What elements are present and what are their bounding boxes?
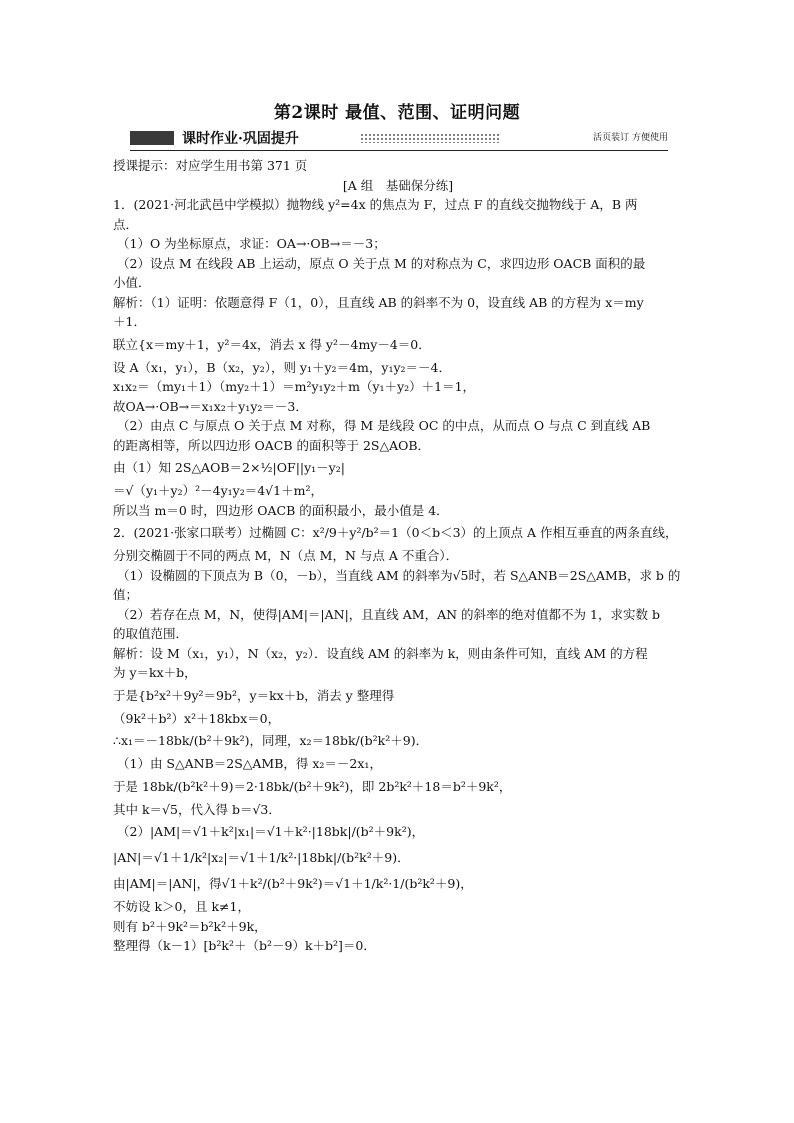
group-heading: [A 组 基础保分练] [342,177,454,193]
text-line: 故OA→·OB→＝x₁x₂＋y₁y₂＝－3． [113,398,308,414]
text-line: （1）由 S△ANB＝2S△AMB，得 x₂＝－2x₁， [117,756,382,771]
text-line: （2）由点 C 与原点 O 关于点 M 对称，得 M 是线段 OC 的中点，从而点 O 与点 C 到直线 AB [117,418,651,433]
text-line: 整理得（k－1）[b²k²＋（b²－9）k＋b²]＝0． [113,938,376,953]
text-line: （1）设椭圆的下顶点为 B（0，－b），当直线 AM 的斜率为√5时，若 S△ANB＝2S△AMB，求 b 的 [117,567,681,583]
text-line: 其中 k＝√5，代入得 b＝√3． [113,801,281,817]
text-line: 联立{x＝my＋1，y²＝4x，消去 x 得 y²－4my－4＝0． [113,336,431,352]
lesson-title: 第2课时 最值、范围、证明问题 [273,103,521,123]
banner-right-note: 活页装订 方便使用 [593,133,668,143]
text-line: 于是 18bk/(b²k²＋9)＝2·18bk/(b²＋9k²)，即 2b²k²＋18＝b²＋9k²， [113,778,512,794]
text-line: 则有 b²＋9k²＝b²k²＋9k， [113,918,267,934]
text-line: 于是{b²x²＋9y²＝9b²，y＝kx＋b，消去 y 整理得 [113,687,395,703]
text-line: ＋1． [113,314,146,329]
text-line: 1．(2021·河北武邑中学模拟）抛物线 y²=4x 的焦点为 F，过点 F 的直线交抛物线于 A，B 两 [113,197,638,212]
teaching-hint: 授课提示：对应学生用书第 371 页 [113,158,308,173]
text-line: 2．(2021·张家口联考）过椭圆 C：x²/9＋y²/b²＝1（0＜b＜3）的上顶点 A 作相互垂直的两条直线， [113,525,678,540]
text-line: （2）设点 M 在线段 AB 上运动，原点 O 关于点 M 的对称点为 C，求四边形 OACB 面积的最 [117,255,646,271]
text-line: 小值． [113,275,151,290]
text-line: 值； [113,587,139,602]
text-line: 为 y＝kx＋b， [113,665,197,680]
text-line: |AN|＝√1＋1/k²|x₂|＝√1＋1/k²·|18bk|/(b²k²＋9)． [113,850,410,865]
text-line: ∴x₁＝－18bk/(b²＋9k²)，同理，x₂＝18bk/(b²k²＋9)． [113,733,429,748]
text-line: （1）O 为坐标原点，求证：OA→·OB→＝－3； [117,236,386,251]
text-line: 的取值范围． [113,626,189,641]
banner-underline [130,150,668,151]
text-line: 由|AM|＝|AN|，得√1＋k²/(b²＋9k²)＝√1＋1/k²·1/(b²k²＋9)， [113,876,473,891]
text-line: 由（1）知 2S△AOB＝2×½|OF||y₁－y₂| [113,460,345,475]
banner-label: 课时作业·巩固提升 [182,131,299,147]
text-line: 不妨设 k＞0，且 k≠1， [113,899,250,914]
section-banner [130,128,668,150]
text-line: x₁x₂＝（my₁＋1）（my₂＋1）＝m²y₁y₂＋m（y₁＋y₂）＋1＝1， [113,379,476,394]
text-line: （2）若存在点 M，N，使得|AM|＝|AN|，且直线 AM，AN 的斜率的绝对值都不为 1，求实数 b [117,606,660,622]
text-line: （9k²＋b²）x²＋18kbx＝0， [113,710,281,726]
text-line: 解析：设 M（x₁，y₁），N（x₂，y₂）．设直线 AM 的斜率为 k，则由条件可知，直线 AM 的方程 [113,645,648,661]
text-line: ＝√（y₁＋y₂）²－4y₁y₂＝4√1＋m²， [113,483,323,498]
text-line: 的距离相等，所以四边形 OACB 的面积等于 2S△AOB． [113,437,431,453]
text-line: 分别交椭圆于不同的两点 M，N（点 M，N 与点 A 不重合）． [113,548,459,563]
problem-content [113,156,683,956]
text-line: 所以当 m＝0 时，四边形 OACB 的面积最小，最小值是 4． [113,502,449,518]
text-line: 设 A（x₁，y₁），B（x₂，y₂），则 y₁＋y₂＝4m，y₁y₂＝－4． [113,359,451,375]
text-line: （2）|AM|＝√1＋k²|x₁|＝√1＋k²·|18bk|/(b²＋9k²)， [117,824,425,839]
text-line: 解析：（1）证明：依题意得 F（1，0），且直线 AB 的斜率不为 0，设直线 AB 的方程为 x＝my [113,294,644,310]
text-line: 点． [113,216,139,232]
banner-dot-pattern [360,133,500,143]
banner-dark-block [130,131,174,145]
